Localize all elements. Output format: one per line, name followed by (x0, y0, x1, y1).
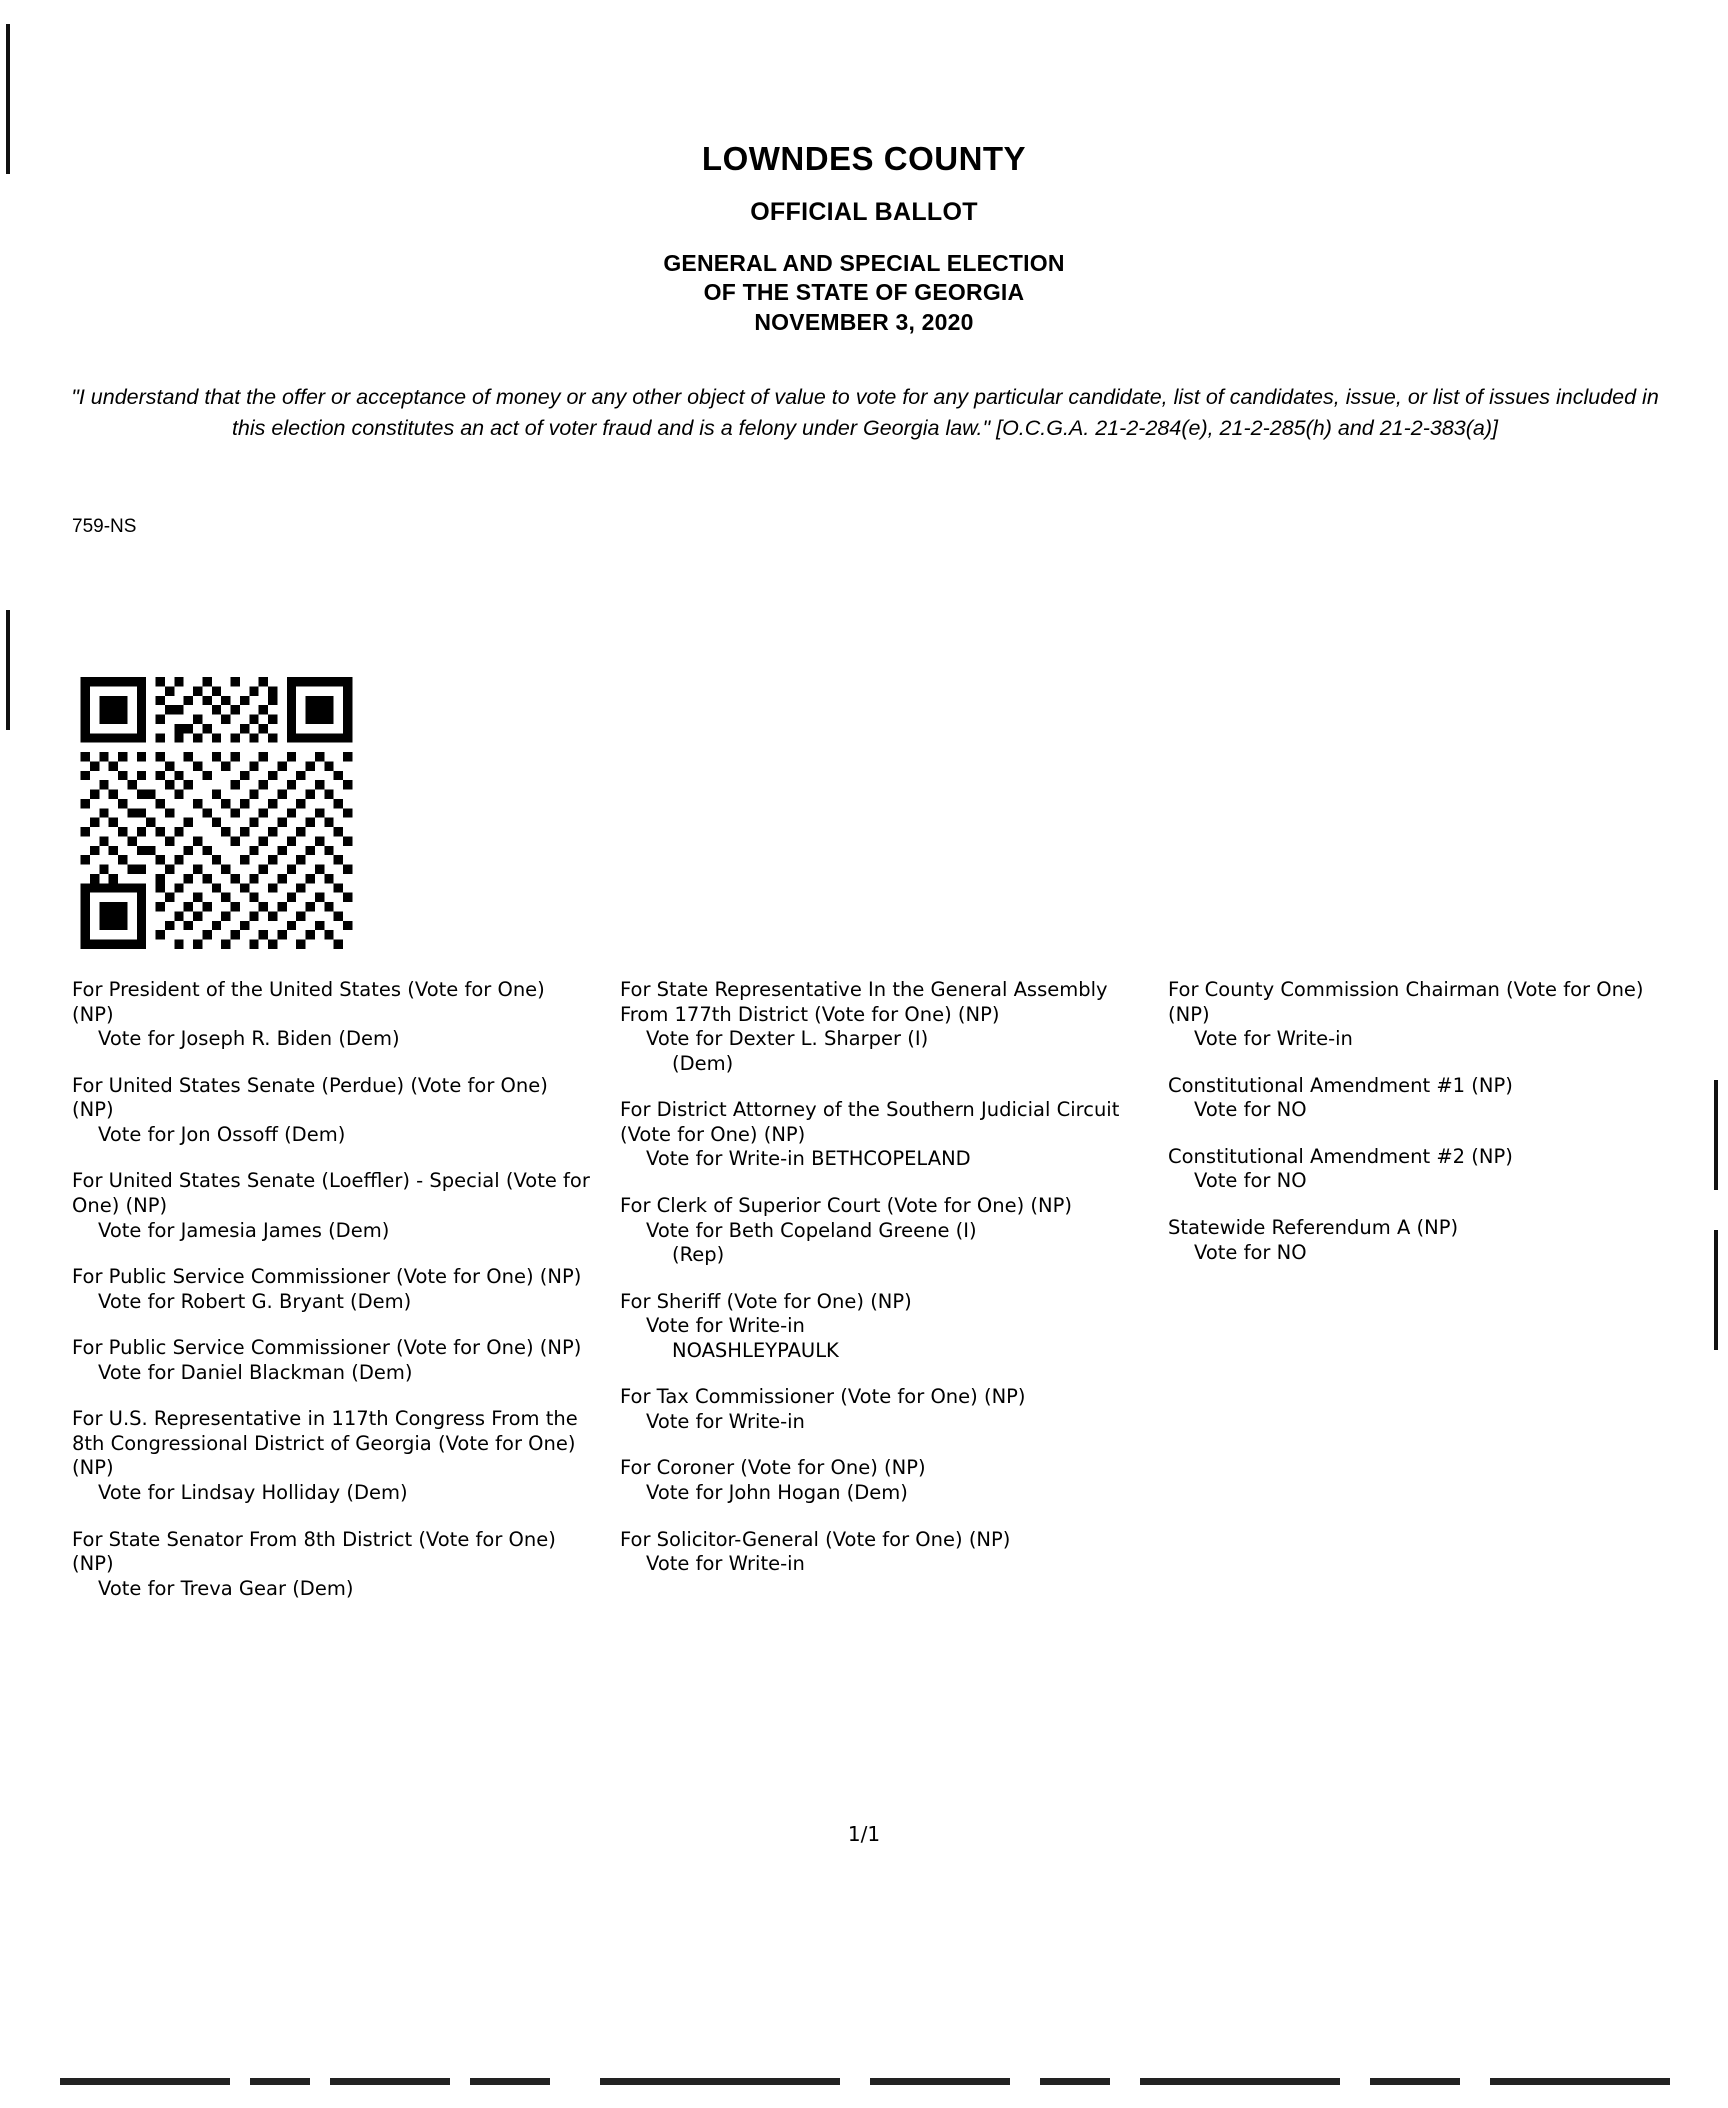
contest-block (620, 1456, 1160, 1505)
contest-choice (620, 1219, 1160, 1268)
contest-choice-text: Vote for Beth Copeland Greene (I) (646, 1218, 977, 1242)
contest-block (620, 1385, 1160, 1434)
contest-block (72, 1074, 592, 1148)
contest-choice: Vote for NO (1194, 1169, 1307, 1193)
contest-title: Constitutional Amendment #1 (NP) (1168, 1073, 1513, 1097)
selections-column-1 (72, 978, 592, 1623)
election-date: NOVEMBER 3, 2020 (754, 308, 974, 335)
contest-choice: Vote for NO (1194, 1098, 1307, 1122)
page-title: LOWNDES COUNTY (701, 140, 1027, 177)
contest-block (620, 1194, 1160, 1268)
scanner-bottom-strip (0, 2078, 1728, 2090)
contest-block (1168, 1216, 1688, 1265)
contest-choice: Vote for Jon Ossoff (Dem) (98, 1122, 346, 1146)
contest-choice-continuation: (Rep) (672, 1243, 725, 1267)
edge-mark-right-lower (1714, 1230, 1718, 1350)
contest-title: For Clerk of Superior Court (Vote for One) (NP) (620, 1193, 1072, 1217)
page-number: 1/1 (847, 1822, 881, 1846)
contest-title: For State Representative In the General Assembly From 177th District (Vote for One) (NP) (620, 978, 1108, 1026)
contest-choice-continuation: NOASHLEYPAULK (672, 1338, 839, 1362)
contest-choice: Vote for Joseph R. Biden (Dem) (98, 1027, 400, 1051)
contest-block (72, 1336, 592, 1385)
contest-block (620, 1528, 1160, 1577)
election-title-line-2: OF THE STATE OF GEORGIA (703, 279, 1025, 306)
contest-title: For Public Service Commissioner (Vote for One) (NP) (72, 1336, 582, 1360)
ballot-style-id: 759-NS (72, 516, 137, 537)
contest-title: For Coroner (Vote for One) (NP) (620, 1456, 926, 1480)
contest-title: For Sheriff (Vote for One) (NP) (620, 1289, 912, 1313)
contest-title: For Solicitor-General (Vote for One) (NP) (620, 1527, 1011, 1551)
contest-choice: Vote for Write-in (646, 1409, 805, 1433)
contest-block (72, 1407, 592, 1505)
contest-choice: Vote for John Hogan (Dem) (646, 1481, 908, 1504)
contest-title: For United States Senate (Perdue) (Vote for One) (NP) (72, 1073, 548, 1122)
contest-block (1168, 978, 1688, 1052)
contest-choice: Vote for Write-in (1194, 1027, 1353, 1051)
contest-title: For Tax Commissioner (Vote for One) (NP) (620, 1385, 1026, 1409)
contest-title: For County Commission Chairman (Vote for One) (NP) (1168, 978, 1644, 1026)
contest-choice: Vote for Daniel Blackman (Dem) (98, 1360, 413, 1384)
contest-choice: Vote for NO (1194, 1240, 1307, 1264)
edge-mark-left-mid (6, 610, 10, 730)
contest-choice: Vote for Jamesia James (Dem) (98, 1218, 390, 1242)
contest-block (72, 978, 592, 1052)
edge-mark-right-upper (1714, 1080, 1718, 1190)
contest-title: For President of the United States (Vote for One) (NP) (72, 978, 545, 1026)
contest-title: For State Senator From 8th District (Vote for One) (NP) (72, 1527, 556, 1576)
contest-choice: Vote for Treva Gear (Dem) (98, 1576, 354, 1600)
contest-block (620, 1290, 1160, 1364)
contest-choice: Vote for Lindsay Holliday (Dem) (98, 1481, 408, 1504)
contest-block (1168, 1145, 1688, 1194)
official-ballot-label: OFFICIAL BALLOT (750, 198, 978, 226)
contest-title: For United States Senate (Loeffler) - Special (Vote for One) (NP) (72, 1169, 590, 1217)
contest-title: For U.S. Representative in 117th Congress From the 8th Congressional District of Georgia (Vote for One) (NP) (72, 1407, 578, 1480)
voter-oath-text: "I understand that the offer or acceptance of money or any other object of value to vote for any particular candidate, list of candidates, issue, or list of issues included in this election constitutes an act of voter fraud and is a felony under Georgia law." [O.C.G.A. 21-2-284(e), 21-2-285(h) and 21-2-383(a)] (71, 385, 1659, 440)
contest-block (620, 1098, 1160, 1172)
contest-title: Statewide Referendum A (NP) (1168, 1215, 1459, 1239)
contest-choice-text: Vote for Write-in (646, 1314, 805, 1338)
selections-column-3 (1168, 978, 1688, 1287)
contest-choice: Vote for Write-in (646, 1552, 805, 1576)
contest-block (72, 1265, 592, 1314)
contest-choice (620, 1027, 1160, 1076)
selections-column-2 (620, 978, 1160, 1599)
contest-title: For Public Service Commissioner (Vote for One) (NP) (72, 1265, 582, 1289)
qr-code (74, 677, 359, 949)
ballot-header (0, 140, 1728, 337)
contest-choice (620, 1314, 1160, 1363)
contest-choice: Vote for Robert G. Bryant (Dem) (98, 1289, 412, 1313)
contest-choice-continuation: (Dem) (672, 1051, 734, 1075)
contest-choice-text: Vote for Dexter L. Sharper (I) (646, 1027, 929, 1051)
election-title-line-1: GENERAL AND SPECIAL ELECTION (663, 250, 1065, 276)
contest-block (620, 978, 1160, 1076)
contest-block (72, 1528, 592, 1602)
contest-choice: Vote for Write-in BETHCOPELAND (646, 1147, 971, 1171)
contest-block (1168, 1074, 1688, 1123)
contest-title: Constitutional Amendment #2 (NP) (1168, 1144, 1513, 1168)
contest-block (72, 1169, 592, 1243)
contest-title: For District Attorney of the Southern Judicial Circuit (Vote for One) (NP) (620, 1098, 1120, 1146)
